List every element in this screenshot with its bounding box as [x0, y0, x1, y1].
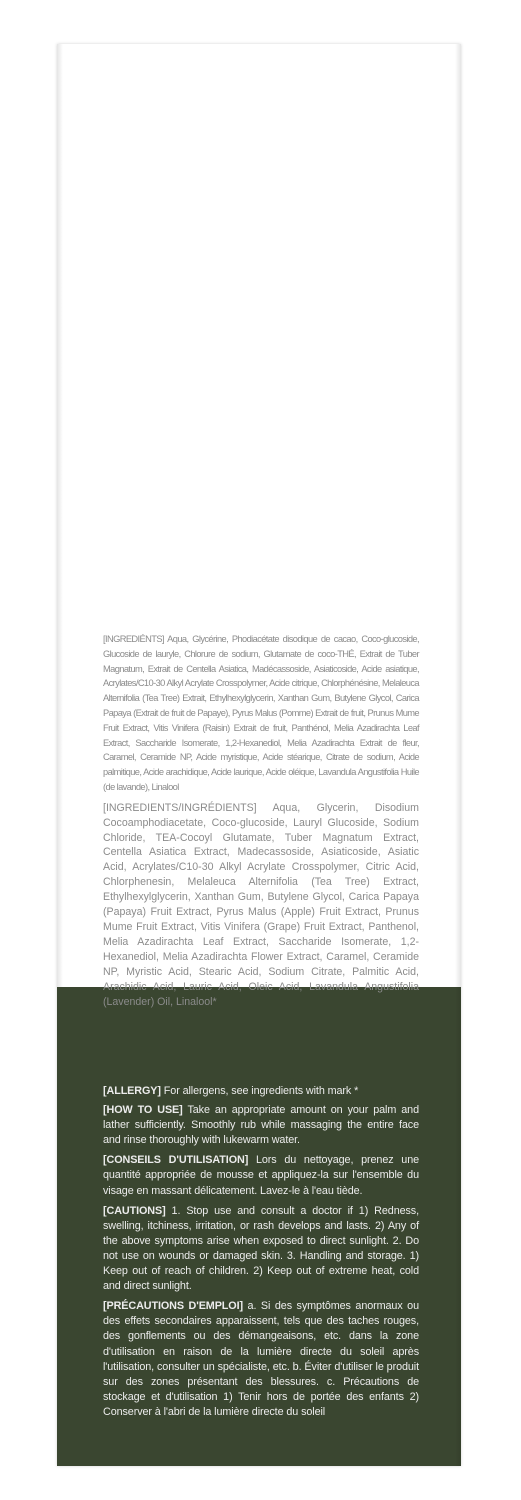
- ingredients-en-text: Aqua, Glycerin, Disodium Cocoamphodiacetate, Coco-glucoside, Lauryl Glucoside, Sodium Chloride, TEA-Cocoyl Glutamate, Tuber Magnatum Extract, Centella Asiatica Extract, Madecassoside, Asiaticoside, Asiatic Acid, Acrylates/C10-30 Alkyl Acrylate Crosspolymer, Citric Acid, Chlorphenesin, Melaleuca Alternifolia (Tea Tree) Extract, Ethylhexylglycerin, Xanthan Gum, Butylene Glycol, Carica Papaya (Papaya) Fruit Extract, Pyrus Malus (Apple) Fruit Extract, Prunus Mume Fruit Extract, Vitis Vinifera (Grape) Fruit Extract, Panthenol, Melia Azadirachta Leaf Extract, Saccharide Isomerate, 1,2-Hexanediol, Melia Azadirachta Flower Extract, Caramel, Ceramide NP, Myristic Acid, Stearic Acid, Sodium Citrate, Palmitic Acid, Arachidic Acid, Lauric Acid, Oleic Acid, Lavandula Angustifolia (Lavender) Oil, Linalool*: [103, 801, 419, 1008]
- ingredients-en-paragraph: [103, 801, 419, 1010]
- ingredients-fr-text: Aqua, Glycérine, Phodiacétate disodique de cacao, Coco-glucoside, Glucoside de lauryle, Chlorure de sodium, Glutamate de coco-THÉ, Extrait de Tuber Magnatum, Extrait de Centella Asiatica, Madécassoside, Asiaticoside, Acide asiatique, Acrylates/C10-30 Alkyl Acrylate Crosspolymer, Acide citrique, Chlorphénésine, Melaleuca Alternifolia (Tea Tree) Extrait, Ethylhexylglycerin, Xanthan Gum, Butylene Glycol, Carica Papaya (Extrait de fruit de Papaye), Pyrus Malus (Pomme) Extrait de fruit, Prunus Mume Fruit Extract, Vitis Vinifera (Raisin) Extrait de fruit, Panthénol, Melia Azadirachta Leaf Extract, Saccharide Isomerate, 1,2-Hexanediol, Melia Azadirachta Extrait de fleur, Caramel, Ceramide NP, Acide myristique, Acide stéarique, Citrate de sodium, Acide palmitique, Acide arachidique, Acide laurique, Acide oléique, Lavandula Angustifolia Huile (de lavande), Linalool: [103, 634, 419, 792]
- cautions-heading: [CAUTIONS]: [103, 1204, 166, 1217]
- allergy-paragraph: [103, 1084, 419, 1099]
- cautions-paragraph: [103, 1204, 419, 1295]
- precautions-paragraph: [103, 1299, 419, 1420]
- how-to-use-paragraph: [103, 1103, 419, 1148]
- ingredients-block: [103, 632, 419, 1009]
- allergy-text: For allergens, see ingredients with mark *: [160, 1085, 359, 1097]
- cautions-text: 1. Stop use and consult a doctor if 1) Redness, swelling, itchiness, irritation, or rash develops and lasts. 2) Any of the above symptoms arise when exposed to direct sunlight. 2. Do not use on wounds or damaged skin. 3. Handling and storage. 1) Keep out of reach of children. 2) Keep out of extreme heat, cold and direct sunlight.: [103, 1204, 419, 1293]
- ingredients-fr-paragraph: [103, 632, 419, 795]
- instructions-block: [103, 1084, 419, 1425]
- precautions-heading: [PRÉCAUTIONS D'EMPLOI]: [103, 1300, 243, 1313]
- how-to-use-text: Take an appropriate amount on your palm and lather sufficiently. Smoothly rub while massaging the entire face and rinse thoroughly with lukewarm water.: [103, 1104, 419, 1147]
- how-to-use-heading: [HOW TO USE]: [103, 1104, 183, 1117]
- precautions-text: a. Si des symptômes anormaux ou des effets secondaires apparaissent, tels que des taches rouges, des gonflements ou des démangeaisons, etc. dans la zone d'utilisation en raison de la lumière directe du soleil après l'utilisation, consulter un spécialiste, etc. b. Éviter d'utiliser le produit sur des zones présentant des blessures. c. Précautions de stockage et d'utilisation 1) Tenir hors de portée des enfants 2) Conserver à l'abri de la lumière directe du soleil: [103, 1300, 419, 1418]
- ingredients-fr-heading: [INGREDIÉNTS]: [103, 634, 164, 644]
- ingredients-en-heading: [INGREDIENTS/INGRÉDIENTS]: [103, 801, 257, 814]
- allergy-heading: [ALLERGY]: [103, 1085, 161, 1097]
- conseils-heading: [CONSEILS D'UTILISATION]: [103, 1154, 249, 1167]
- conseils-paragraph: [103, 1153, 419, 1198]
- product-box-back-panel: [57, 44, 461, 1466]
- conseils-text: Lors du nettoyage, prenez une quantité appropriée de mousse et appliquez-la sur l'ensemble du visage en massant délicatement. Lavez-le à l'eau tiède.: [103, 1154, 420, 1197]
